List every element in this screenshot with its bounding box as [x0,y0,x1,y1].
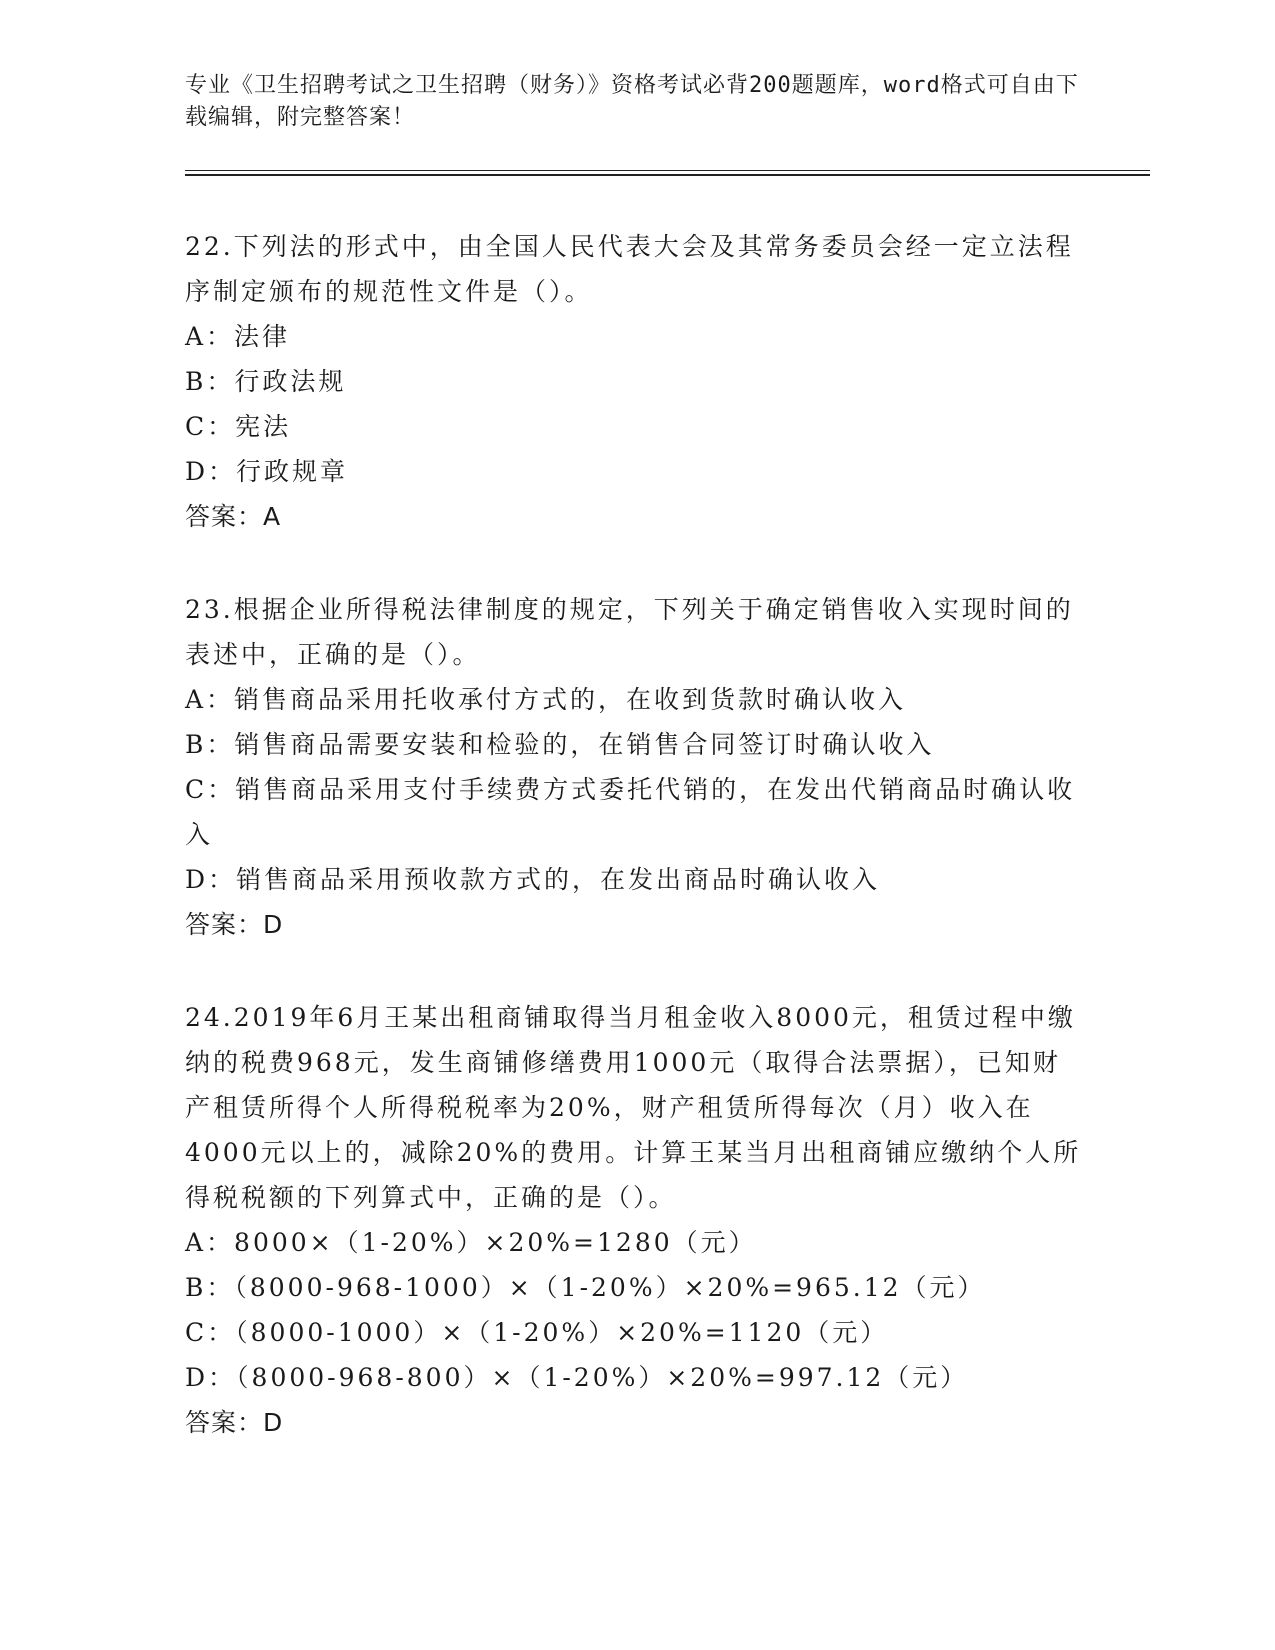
option-c: C：销售商品采用支付手续费方式委托代销的，在发出代销商品时确认收入 [185,775,1076,849]
option-a: A：8000×（1-20%）×20%=1280（元） [185,1228,757,1257]
document-header: 专业《卫生招聘考试之卫生招聘（财务）》资格考试必背200题题库，word格式可自由下载编辑，附完整答案！ [185,73,1079,130]
option-a: A：销售商品采用托收承付方式的，在收到货款时确认收入 [185,685,907,714]
option-d: D：销售商品采用预收款方式的，在发出商品时确认收入 [185,865,881,894]
option-b: B：行政法规 [185,367,347,396]
option-c: C：宪法 [185,412,292,441]
question-23 [185,587,1150,947]
option-b: B：销售商品需要安装和检验的，在销售合同签订时确认收入 [185,730,935,759]
answer: 答案：A [185,502,282,531]
question-stem: 22.下列法的形式中，由全国人民代表大会及其常务委员会经一定立法程序制定颁布的规范性文件是（）。 [185,232,1074,306]
header-divider-thick [185,174,1150,176]
option-d: D：行政规章 [185,457,349,486]
header-divider-thin [185,170,1150,171]
document-page [185,70,1150,1445]
option-d: D：（8000-968-800）×（1-20%）×20%=997.12（元） [185,1363,969,1392]
option-c: C：（8000-1000）×（1-20%）×20%=1120（元） [185,1318,889,1347]
question-24 [185,995,1150,1445]
question-22 [185,224,1150,539]
option-a: A：法律 [185,322,291,351]
answer: 答案：D [185,1408,284,1437]
question-stem: 23.根据企业所得税法律制度的规定，下列关于确定销售收入实现时间的表述中，正确的是（）。 [185,595,1074,669]
question-stem: 24.2019年6月王某出租商铺取得当月租金收入8000元，租赁过程中缴纳的税费968元，发生商铺修缮费用1000元（取得合法票据），已知财产租赁所得个人所得税税率为20%，财产租赁所得每次（月）收入在4000元以上的，减除20%的费用。计算王某当月出租商铺应缴纳个人所得税税额的下列算式中，正确的是（）。 [185,1003,1082,1212]
answer: 答案：D [185,910,284,939]
option-b: B：（8000-968-1000）×（1-20%）×20%=965.12（元） [185,1273,986,1302]
